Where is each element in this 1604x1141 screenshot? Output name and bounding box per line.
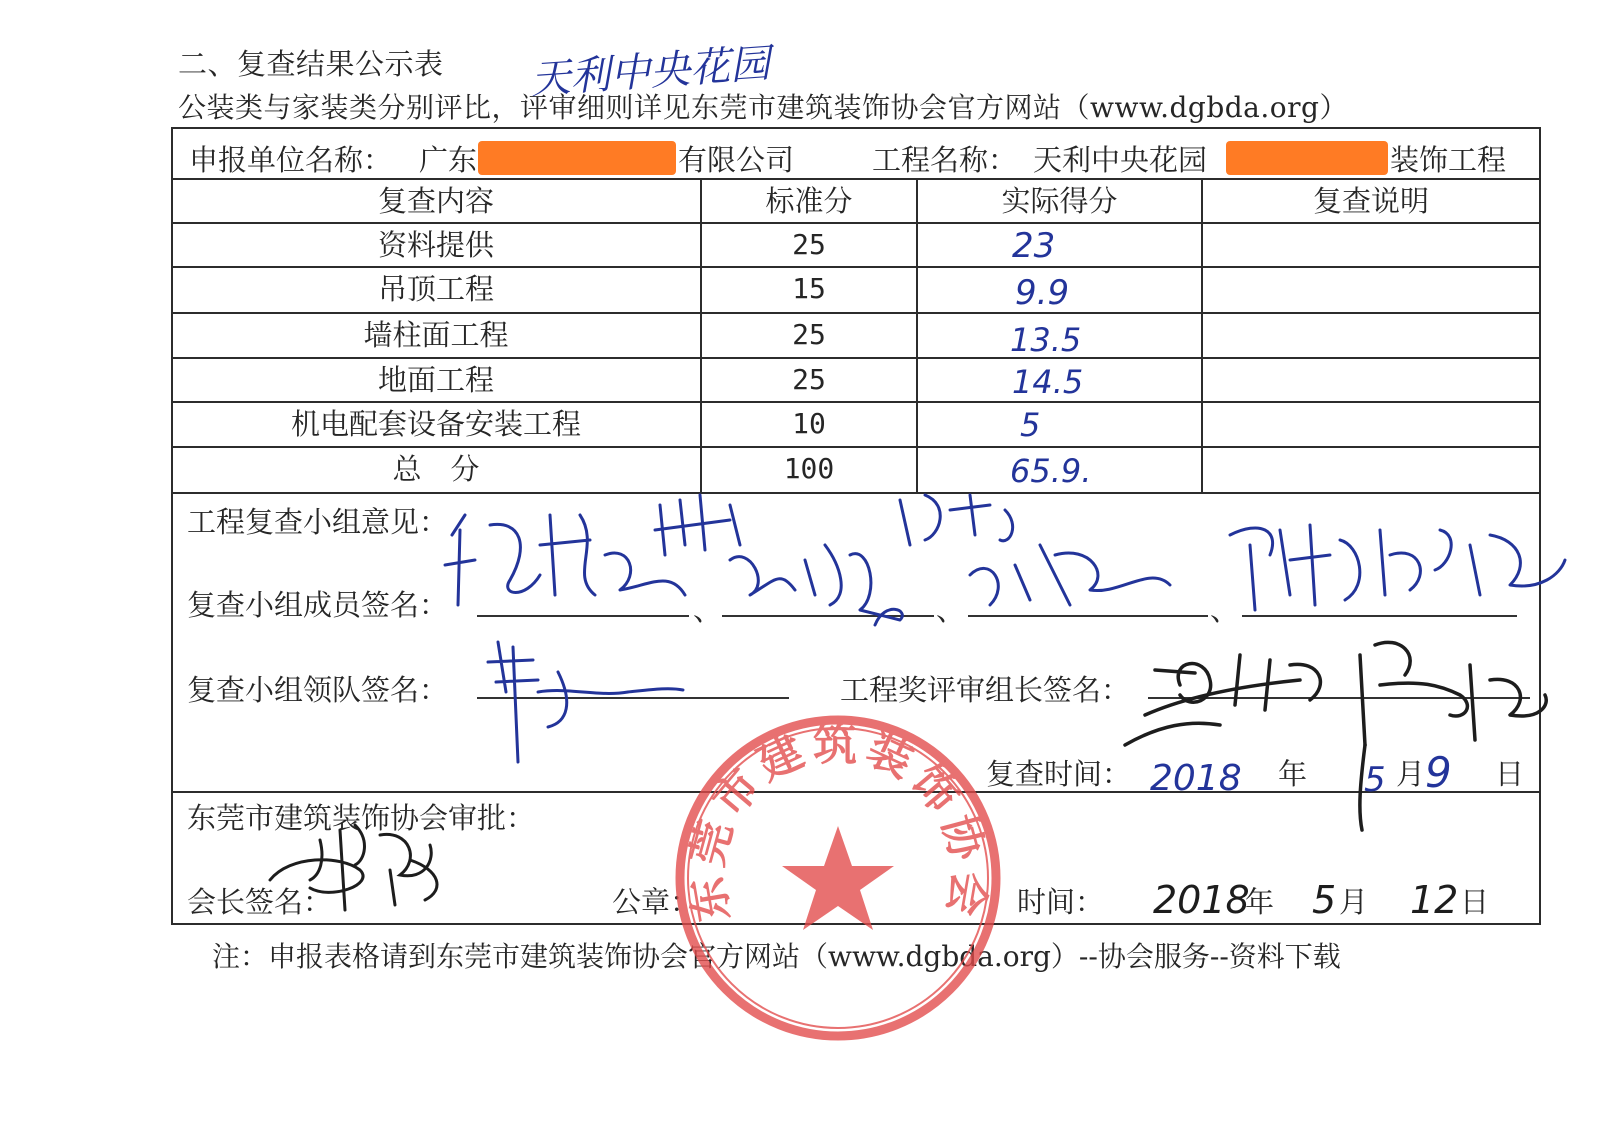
project-prefix: 天利中央花园 <box>1033 143 1208 177</box>
applicant-redaction <box>478 141 676 175</box>
official-seal-label: 公章： <box>612 885 700 919</box>
approval-day-char: 日 <box>1460 885 1490 919</box>
approval-month: 5 <box>1312 878 1337 922</box>
member-sign-label: 复查小组成员签名： <box>187 588 449 622</box>
row-actual: 9.9 <box>1015 273 1070 313</box>
header-content: 复查内容 <box>377 184 494 218</box>
jury-head-label: 工程奖评审组长签名： <box>840 673 1131 707</box>
row-item: 资料提供 <box>377 228 494 262</box>
association-approval-label: 东莞市建筑装饰协会审批： <box>187 801 536 835</box>
separator-3: 、 <box>1210 593 1240 627</box>
project-redaction <box>1226 141 1388 175</box>
row-actual: 65.9. <box>1010 452 1092 490</box>
applicant-label: 申报单位名称： <box>189 143 393 177</box>
member-signatures <box>430 485 1570 645</box>
row-actual: 23 <box>1012 226 1056 266</box>
separator-2: 、 <box>936 593 966 627</box>
header-actual: 实际得分 <box>1001 184 1118 218</box>
group-opinion-label: 工程复查小组意见： <box>187 505 449 539</box>
seal-text: 东莞市建筑装饰协会 <box>681 719 995 926</box>
seal-star <box>782 826 894 930</box>
row-standard: 25 <box>792 228 826 261</box>
review-month-char: 月 <box>1396 757 1426 791</box>
leader-signature <box>478 632 698 772</box>
row-standard: 10 <box>792 407 826 440</box>
footnote: 注：申报表格请到东莞市建筑装饰协会官方网站（www.dgbda.org）--协会服务--资料下载 <box>212 940 1341 973</box>
applicant-prefix: 广东 <box>419 143 478 177</box>
section-title: 二、复查结果公示表 <box>178 47 444 81</box>
subtitle: 公装类与家装类分别评比，评审细则详见东莞市建筑装饰协会官方网站（www.dgbda.org） <box>178 91 1348 124</box>
row-item: 机电配套设备安装工程 <box>290 407 581 441</box>
row-item: 地面工程 <box>377 363 494 397</box>
row-item: 墙柱面工程 <box>363 318 509 352</box>
row-actual: 14.5 <box>1012 363 1084 401</box>
row-actual: 5 <box>1020 406 1041 444</box>
review-day-char: 日 <box>1495 757 1525 791</box>
review-year-char: 年 <box>1278 757 1308 791</box>
approval-month-char: 月 <box>1339 885 1369 919</box>
row-standard: 25 <box>792 363 826 396</box>
approval-day: 12 <box>1410 878 1459 922</box>
approval-year-char: 年 <box>1245 885 1275 919</box>
approval-time-label: 时间： <box>1017 885 1105 919</box>
review-day: 9 <box>1425 748 1452 797</box>
row-item: 总 分 <box>392 452 480 486</box>
header-note: 复查说明 <box>1312 184 1429 218</box>
president-sign-label: 会长签名： <box>187 885 333 919</box>
president-signature <box>260 800 460 920</box>
jury-head-signature <box>1120 625 1560 835</box>
separator-1: 、 <box>693 593 723 627</box>
leader-sign-label: 复查小组领队签名： <box>187 673 449 707</box>
row-actual: 13.5 <box>1010 321 1082 359</box>
row-standard: 15 <box>792 272 826 305</box>
review-month: 5 <box>1364 760 1386 800</box>
approval-year: 2018 <box>1153 878 1250 922</box>
row-item: 吊顶工程 <box>377 272 494 306</box>
row-standard: 25 <box>792 318 826 351</box>
handwritten-project-name: 天利中央花园 <box>528 40 772 104</box>
review-year: 2018 <box>1150 758 1242 799</box>
project-label: 工程名称： <box>872 143 1018 177</box>
applicant-suffix: 有限公司 <box>678 143 795 177</box>
header-standard: 标准分 <box>765 184 853 218</box>
project-suffix: 装饰工程 <box>1390 143 1507 177</box>
review-time-label: 复查时间： <box>986 757 1132 791</box>
row-standard: 100 <box>783 452 835 485</box>
association-seal <box>668 708 1008 1048</box>
